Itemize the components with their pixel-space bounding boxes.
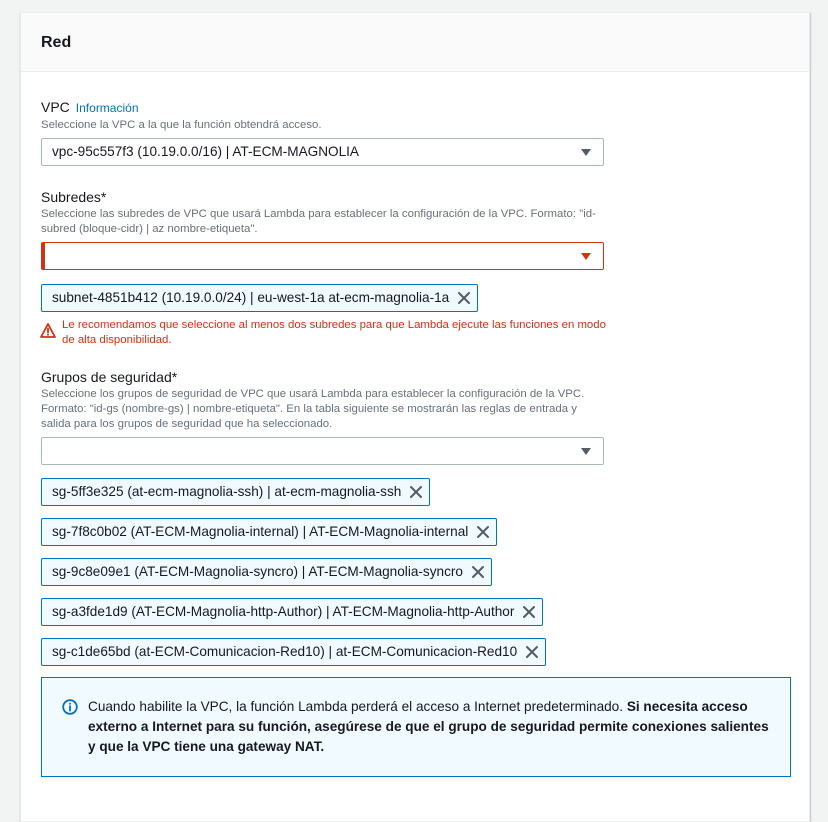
panel-title: Red [41, 34, 72, 51]
vpc-label: VPC [41, 99, 70, 115]
security-group-token [41, 518, 497, 546]
security-group-token [41, 478, 430, 506]
vpc-select[interactable] [41, 138, 604, 166]
panel-header [21, 13, 809, 72]
warning-icon [40, 323, 56, 348]
remove-token-close-icon[interactable] [405, 481, 427, 503]
security-group-token-label: sg-5ff3e325 (at-ecm-magnolia-ssh) | at-ecm-magnolia-ssh [52, 484, 402, 499]
security-group-token [41, 638, 546, 666]
security-group-token-label: sg-7f8c0b02 (AT-ECM-Magnolia-internal) | AT-ECM-Magnolia-internal [52, 524, 469, 539]
security-group-token [41, 598, 543, 626]
subnets-label: Subredes* [41, 189, 107, 205]
caret-down-icon [581, 448, 591, 455]
remove-token-close-icon[interactable] [467, 561, 489, 583]
security-group-token-label: sg-a3fde1d9 (AT-ECM-Magnolia-http-Author) | AT-ECM-Magnolia-http-Author [52, 604, 515, 619]
remove-token-close-icon[interactable] [518, 601, 540, 623]
security-group-token-label: sg-9c8e09e1 (AT-ECM-Magnolia-syncro) | AT-ECM-Magnolia-syncro [52, 564, 463, 579]
remove-token-close-icon[interactable] [521, 641, 543, 663]
vpc-description: Seleccione la VPC a la que la función obtendrá acceso. [41, 119, 322, 131]
caret-down-icon [581, 253, 591, 260]
security-groups-label: Grupos de seguridad* [41, 369, 178, 385]
remove-token-close-icon[interactable] [472, 521, 494, 543]
alert-text [88, 697, 770, 776]
alert-bold-text: Si necesita acceso externo a Internet para su función, asegúrese de que el grupo de seguridad permite conexiones salientes y que la VPC tiene una gateway NAT. [88, 699, 769, 754]
vpc-info-alert [41, 677, 791, 777]
subnets-warning [40, 318, 620, 348]
security-groups-select[interactable] [41, 437, 604, 465]
subnet-token [41, 284, 478, 312]
security-group-token-label: sg-c1de65bd (at-ECM-Comunicacion-Red10) | at-ECM-Comunicacion-Red10 [52, 644, 518, 659]
caret-down-icon [581, 149, 591, 156]
vpc-info-link[interactable]: Información [75, 101, 139, 115]
warning-text: Le recomendamos que seleccione al menos dos subredes para que Lambda ejecute las funciones en modo de alta disponibilidad. [62, 319, 606, 346]
remove-token-close-icon[interactable] [453, 287, 475, 309]
vpc-selected-value: vpc-95c557f3 (10.19.0.0/16) | AT-ECM-MAGNOLIA [52, 144, 359, 159]
security-group-token [41, 558, 492, 586]
alert-plain-text: Cuando habilite la VPC, la función Lambda perderá el acceso a Internet predeterminado. [88, 699, 624, 714]
security-groups-description: Seleccione los grupos de seguridad de VPC que usará Lambda para establecer la configuración de la VPC. Formato: "id-gs (nombre-gs) | nombre-etiqueta". En la tabla siguiente se mostrarán las reglas de entrada y salida para los grupos de seguridad que ha seleccionado. [41, 388, 585, 430]
subnet-token-label: subnet-4851b412 (10.19.0.0/24) | eu-west-1a at-ecm-magnolia-1a [52, 290, 450, 305]
subnets-description: Seleccione las subredes de VPC que usará Lambda para establecer la configuración de la VPC. Formato: "id-subred (bloque-cidr) | az nombre-etiqueta". [41, 208, 596, 235]
info-icon [62, 699, 78, 776]
subnets-select[interactable] [41, 242, 604, 270]
vpc-label-row [41, 98, 139, 117]
